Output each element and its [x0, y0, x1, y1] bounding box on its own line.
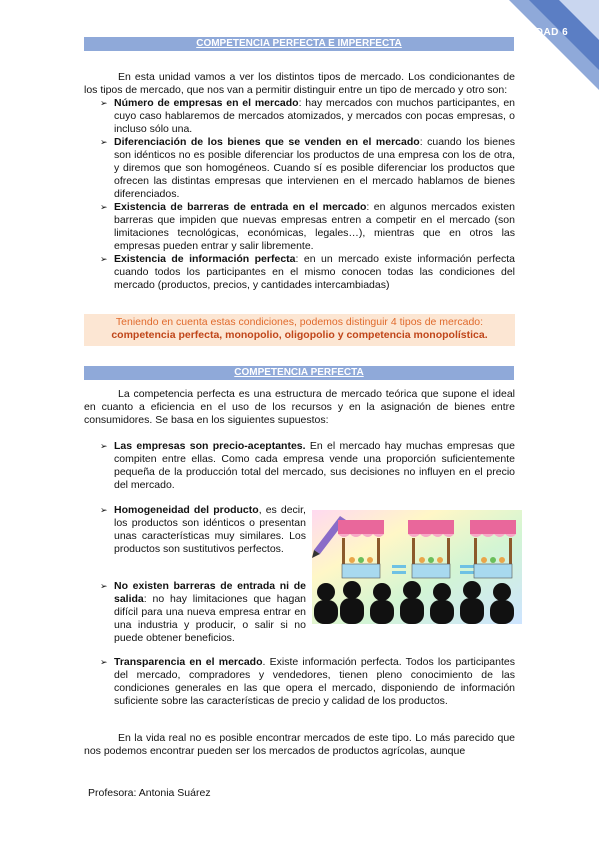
section2-intro: La competencia perfecta es una estructura de mercado teórica que supone el ideal en cuanto a eficiencia en el uso de los recursos y en la asignación de bienes entre consumidores. Se basa en los siguientes supuestos: — [84, 388, 515, 426]
market-stalls-illustration — [312, 510, 522, 624]
assumption-4 — [84, 656, 515, 708]
list-item: ➢ Diferenciación de los bienes que se venden en el mercado: cuando los bienes son idénticos no es posible diferenciar los productos de una empresa con los de otra, y diremos que son homogéneos. Cuando sí es posible diferenciar los productos que ofrecen las distintas empresas que intervienen en el mercado hablamos de bienes diferenciados. — [100, 136, 516, 200]
unit-label: UNIDAD 6 — [517, 27, 569, 38]
arrow-bullet-icon: ➢ — [100, 441, 108, 451]
section-title-competencia-perfecta: COMPETENCIA PERFECTA — [84, 366, 514, 380]
market-types-callout — [84, 314, 515, 346]
arrow-bullet-icon: ➢ — [100, 581, 108, 591]
callout-types: competencia perfecta, monopolio, oligopolio y competencia monopolística. — [111, 329, 488, 341]
section-title-competencia: COMPETENCIA PERFECTA E IMPERFECTA — [84, 37, 514, 51]
section2-closing: En la vida real no es posible encontrar mercados de este tipo. Lo más parecido que nos podemos encontrar pueden ser los mercados de productos agrícolas, aunque — [84, 732, 515, 757]
section1-body — [84, 71, 515, 292]
assumption-2 — [84, 504, 306, 556]
list-item: ➢ Número de empresas en el mercado: hay mercados con muchos participantes, en cuyo caso hablaremos de mercados atomizados, y mercados con pocas empresas, o incluso sólo una. — [100, 97, 515, 135]
unit-corner-decoration — [509, 0, 599, 90]
footer-author: Profesora: Antonia Suárez — [88, 787, 211, 799]
list-item: ➢ No existen barreras de entrada ni de salida: no hay limitaciones que hagan difícil para una nueva empresa entrar en una industria y producir, o salir si no puede obtener beneficios. — [100, 580, 306, 644]
list-item: ➢ Transparencia en el mercado. Existe información perfecta. Todos los participantes del mercado, compradores y vendedores, tienen pleno conocimiento de las condiciones generales en las que opera el mercado, disponiendo de información suficiente sobre las características de precio y calidad de los productos. — [100, 656, 515, 707]
arrow-bullet-icon: ➢ — [100, 137, 108, 147]
list-item: ➢ Existencia de barreras de entrada en el mercado: en algunos mercados existen barreras que impiden que nuevas empresas entren a competir en el mercado (son limitaciones tecnológicas, económicas, legales…), mientras que en otros las empresas pueden entrar y salir libremente. — [100, 201, 515, 252]
assumption-1 — [84, 440, 515, 492]
arrow-bullet-icon: ➢ — [100, 505, 108, 515]
list-item: ➢ Existencia de información perfecta: en un mercado existe información perfecta cuando todos los participantes en el mismo conocen todas las condiciones del mercado (productos, precios, y cantidades intercambiadas) — [100, 253, 515, 291]
conditions-list — [84, 97, 515, 292]
list-item: ➢ Las empresas son precio-aceptantes. En el mercado hay muchas empresas que compiten entre ellas. Como cada empresa vende una proporción suficientemente pequeña de la producción total del mercado, sus decisiones no influyen en el precio del mercado. — [100, 440, 515, 491]
assumption-3 — [84, 580, 306, 645]
arrow-bullet-icon: ➢ — [100, 657, 108, 667]
callout-lead: Teniendo en cuenta estas condiciones, podemos distinguir 4 tipos de mercado: — [115, 316, 484, 328]
arrow-bullet-icon: ➢ — [100, 254, 108, 264]
arrow-bullet-icon: ➢ — [100, 202, 108, 212]
section1-intro: En esta unidad vamos a ver los distintos tipos de mercado. Los condicionantes de los tipos de mercado, que nos van a permitir distinguir entre un tipo de mercado y otro son: — [84, 71, 515, 96]
list-item: ➢ Homogeneidad del producto, es decir, los productos son idénticos o presentan unas características muy similares. Los productos son sustitutivos perfectos. — [100, 504, 306, 555]
arrow-bullet-icon: ➢ — [100, 98, 108, 108]
